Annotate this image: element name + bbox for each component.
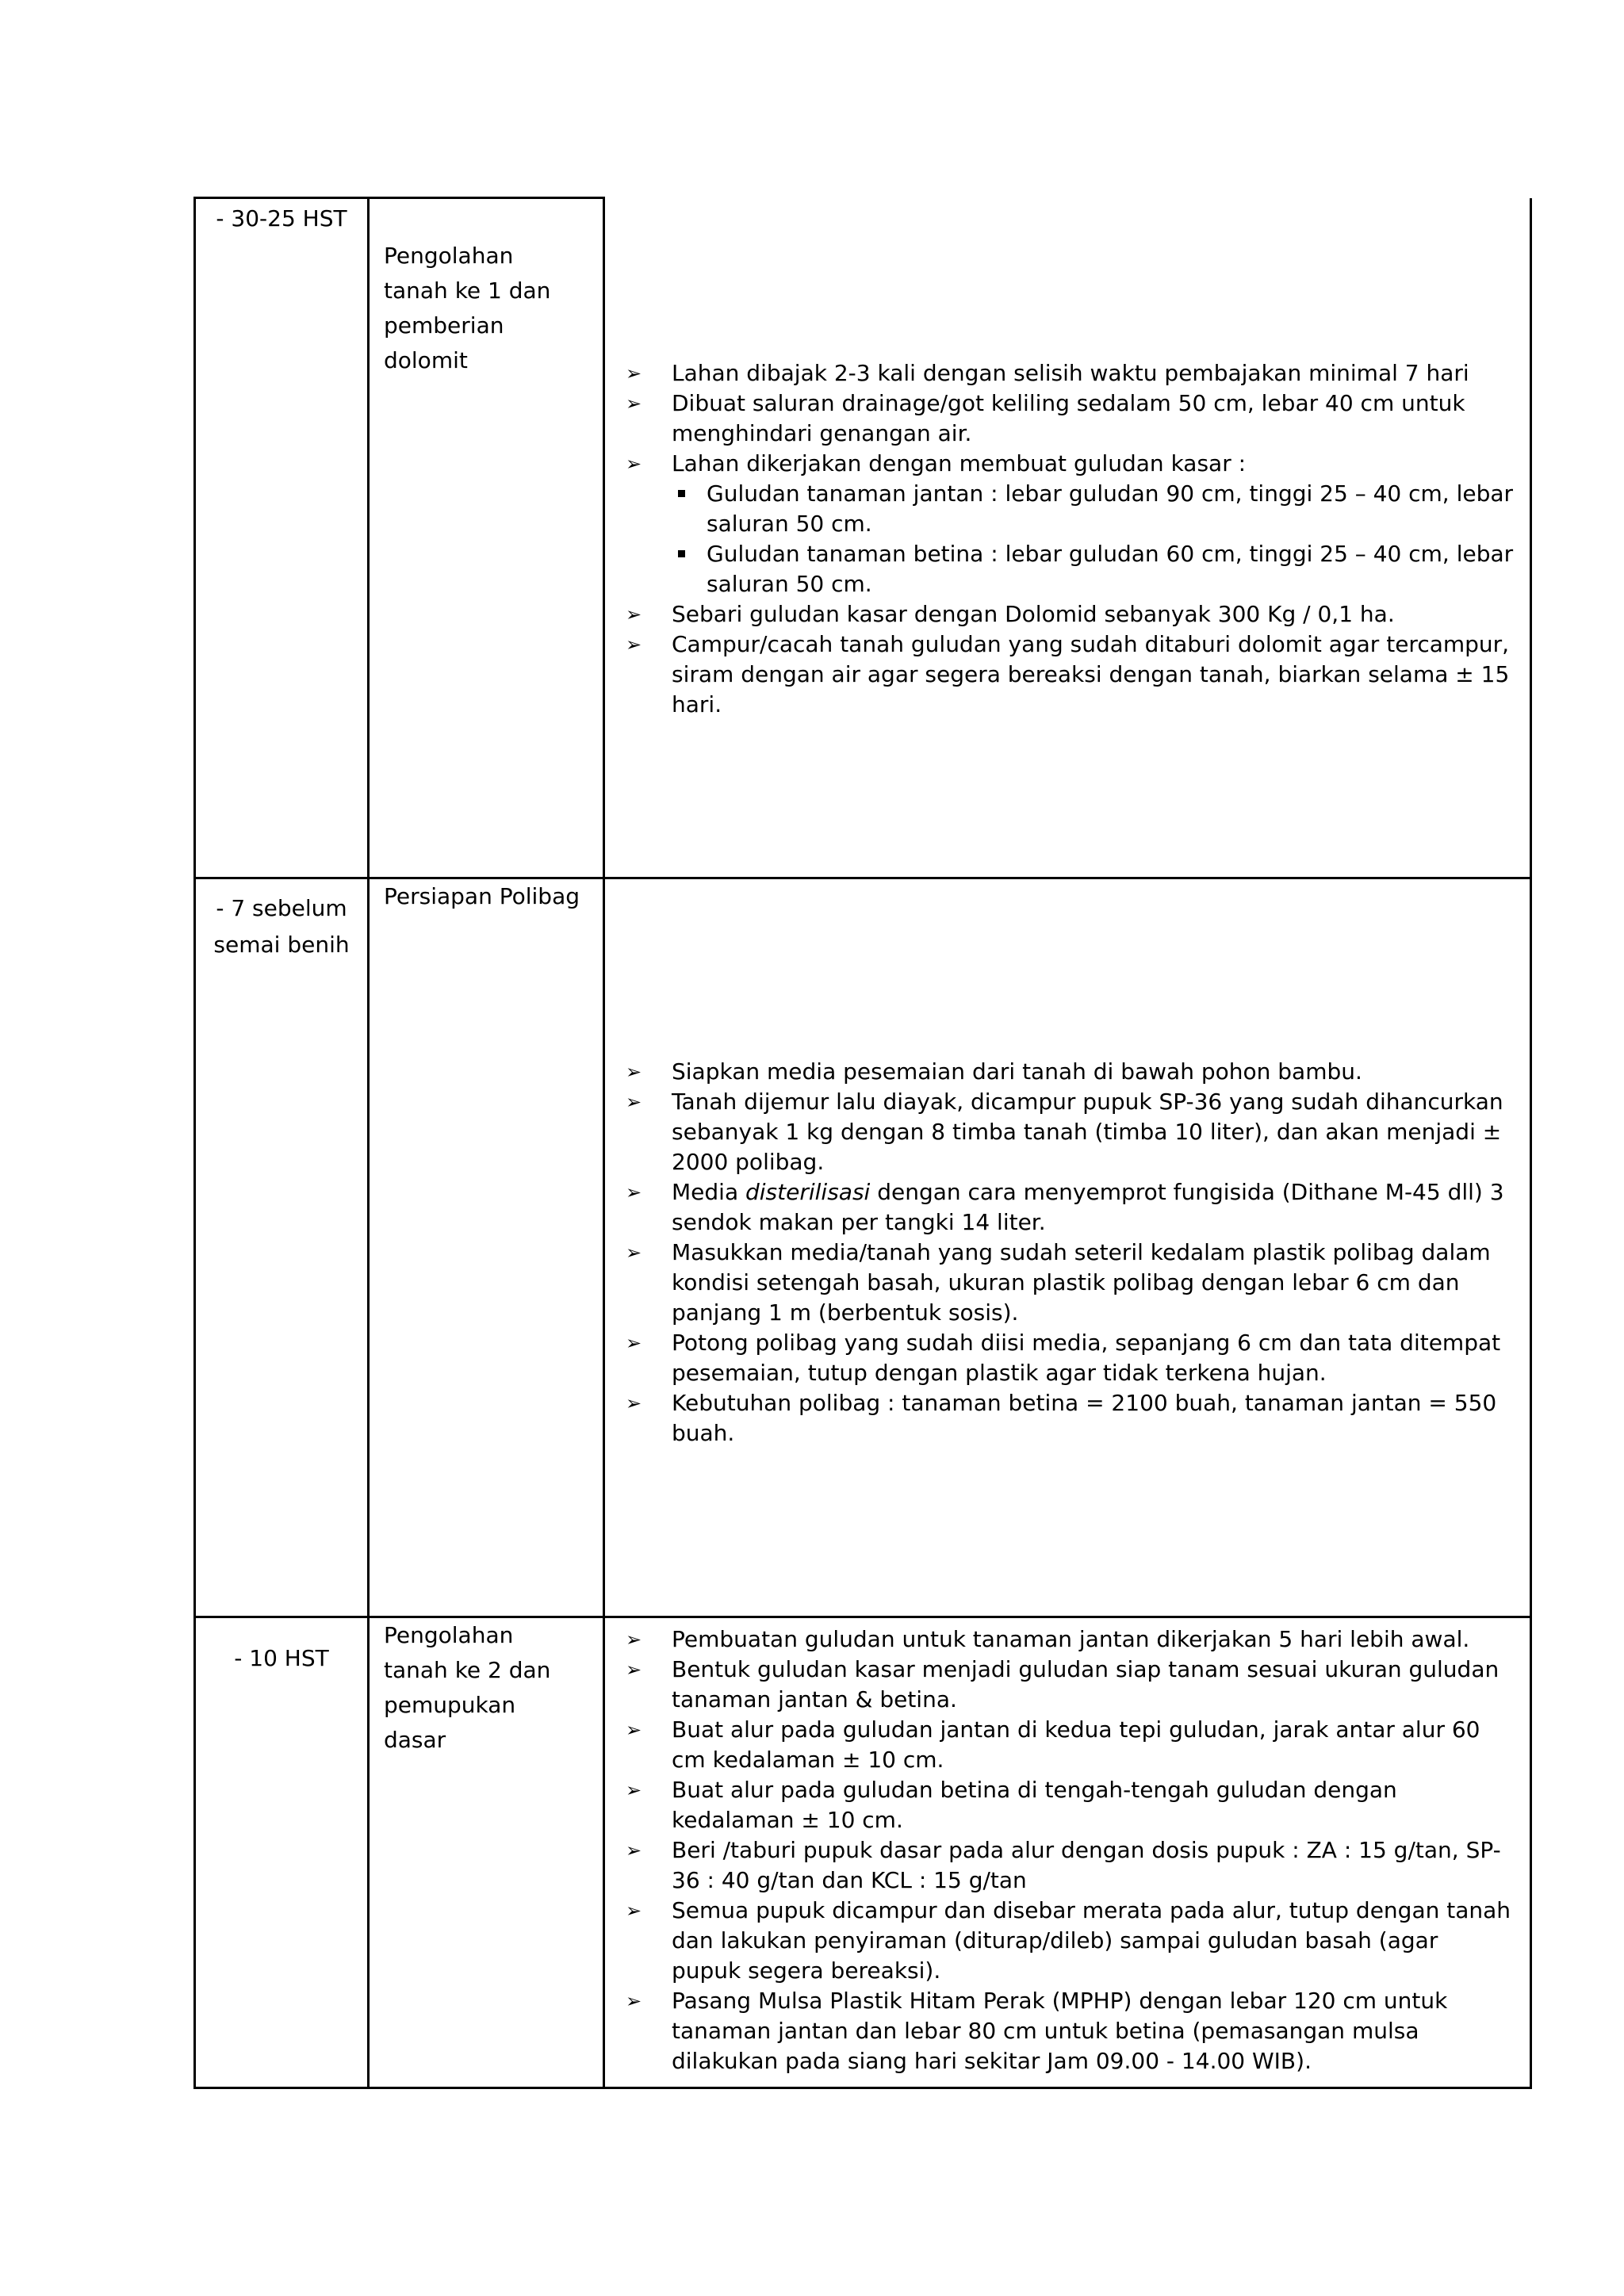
list-item: ➢ Dibuat saluran drainage/got keliling sedalam 50 cm, lebar 40 cm untuk menghindari genangan air.: [626, 389, 1465, 446]
square-bullet-icon: [678, 490, 685, 497]
table-row: [195, 1617, 1531, 2088]
detail-cell: [604, 1617, 1531, 2088]
list-item: ➢ Masukkan media/tanah yang sudah seteril kedalam plastik polibag dalam kondisi setengah basah, ukuran plastik polibag dengan lebar 6 cm dan panjang 1 m (berbentuk sosis).: [626, 1239, 1491, 1326]
list-item: ➢ Bentuk guludan kasar menjadi guludan siap tanam sesuai ukuran guludan tanaman jantan & betina.: [626, 1656, 1500, 1712]
arrow-bullet-icon: ➢: [626, 1659, 642, 1681]
list-item: ➢ Lahan dibajak 2-3 kali dengan selisih waktu pembajakan minimal 7 hari: [626, 358, 1514, 388]
activity-label: Persiapan Polibag: [384, 883, 580, 909]
activity-label: Pengolahan tanah ke 2 dan pemupukan dasar: [384, 1622, 551, 1753]
time-label: - 10 HST: [234, 1645, 329, 1671]
arrow-bullet-icon: ➢: [626, 1332, 642, 1354]
list-item: ➢ Potong polibag yang sudah diisi media, sepanjang 6 cm dan tata ditempat pesemaian, tutup dengan plastik agar tidak terkena hujan.: [626, 1330, 1501, 1386]
detail-list: [626, 1618, 1514, 2076]
list-item: ➢ Media disterilisasi dengan cara menyemprot fungisida (Dithane M-45 dll) 3 sendok makan per tangki 14 liter.: [626, 1179, 1504, 1235]
time-cell: [195, 1617, 369, 2088]
table-row: [195, 198, 1531, 878]
activity-cell: [369, 1617, 604, 2088]
time-cell: [195, 198, 369, 878]
arrow-bullet-icon: ➢: [626, 1091, 642, 1113]
arrow-bullet-icon: ➢: [626, 1628, 642, 1651]
list-item: ➢ Pembuatan guludan untuk tanaman jantan dikerjakan 5 hari lebih awal.: [626, 1624, 1514, 1655]
arrow-bullet-icon: ➢: [626, 1900, 642, 1922]
time-label: - 30-25 HST: [216, 205, 347, 232]
schedule-table: [193, 197, 1532, 2089]
list-item: ➢ Pasang Mulsa Plastik Hitam Perak (MPHP) dengan lebar 120 cm untuk tanaman jantan dan lebar 80 cm untuk betina (pemasangan mulsa dilakukan pada siang hari sekitar Jam 09.00 - 14.00 WIB).: [626, 1988, 1448, 2074]
list-item: ➢ Sebari guludan kasar dengan Dolomid sebanyak 300 Kg / 0,1 ha.: [626, 599, 1514, 629]
arrow-bullet-icon: ➢: [626, 362, 642, 385]
list-item: ➢ Beri /taburi pupuk dasar pada alur dengan dosis pupuk : ZA : 15 g/tan, SP-36 : 40 g/tan dan KCL : 15 g/tan: [626, 1837, 1501, 1893]
time-label: - 7 sebelum semai benih: [213, 895, 350, 958]
list-item: ➢ Buat alur pada guludan betina di tengah-tengah guludan dengan kedalaman ± 10 cm.: [626, 1777, 1397, 1833]
arrow-bullet-icon: ➢: [626, 1181, 642, 1203]
table-row: [195, 878, 1531, 1617]
arrow-bullet-icon: ➢: [626, 1242, 642, 1264]
detail-cell: [604, 198, 1531, 878]
activity-cell: [369, 198, 604, 878]
list-item: ➢ Lahan dikerjakan dengan membuat guludan kasar : Guludan tanaman jantan : lebar guludan 90 cm, tinggi 25 – 40 cm, lebar saluran 50 cm. Guludan tanaman betina : lebar guludan 60 cm, tinggi 25 – 40 cm, lebar saluran 50 cm.: [626, 449, 1514, 599]
time-cell: [195, 878, 369, 1617]
arrow-bullet-icon: ➢: [626, 1392, 642, 1414]
list-item: ➢ Buat alur pada guludan jantan di kedua tepi guludan, jarak antar alur 60 cm kedalaman ± 10 cm.: [626, 1716, 1480, 1773]
arrow-bullet-icon: ➢: [626, 452, 642, 475]
detail-list: [626, 879, 1514, 1448]
activity-label: Pengolahan tanah ke 1 dan pemberian dolomit: [384, 243, 551, 373]
arrow-bullet-icon: ➢: [626, 1990, 642, 2012]
arrow-bullet-icon: ➢: [626, 603, 642, 626]
list-item: ➢ Siapkan media pesemaian dari tanah di bawah pohon bambu.: [626, 1057, 1514, 1087]
list-item: ➢ Campur/cacah tanah guludan yang sudah ditaburi dolomit agar tercampur, siram dengan air agar segera bereaksi dengan tanah, biarkan selama ± 15 hari.: [626, 630, 1510, 718]
arrow-bullet-icon: ➢: [626, 633, 642, 656]
list-item: ➢ Semua pupuk dicampur dan disebar merata pada alur, tutup dengan tanah dan lakukan penyiraman (diturap/dileb) sampai guludan basah (agar pupuk segera bereaksi).: [626, 1897, 1511, 1984]
arrow-bullet-icon: ➢: [626, 1061, 642, 1083]
list-item: ➢ Tanah dijemur lalu diayak, dicampur pupuk SP-36 yang sudah dihancurkan sebanyak 1 kg dengan 8 timba tanah (timba 10 liter), dan akan menjadi ± 2000 polibag.: [626, 1089, 1503, 1175]
arrow-bullet-icon: ➢: [626, 392, 642, 415]
detail-list: [626, 198, 1514, 720]
arrow-bullet-icon: ➢: [626, 1779, 642, 1801]
detail-cell: [604, 878, 1531, 1617]
arrow-bullet-icon: ➢: [626, 1839, 642, 1862]
list-item: ➢ Kebutuhan polibag : tanaman betina = 2100 buah, tanaman jantan = 550 buah.: [626, 1390, 1497, 1446]
sub-list-item: Guludan tanaman betina : lebar guludan 60 cm, tinggi 25 – 40 cm, lebar saluran 50 cm.: [672, 539, 1514, 599]
sub-list-item: Guludan tanaman jantan : lebar guludan 90 cm, tinggi 25 – 40 cm, lebar saluran 50 cm.: [672, 479, 1514, 539]
arrow-bullet-icon: ➢: [626, 1719, 642, 1741]
activity-cell: [369, 878, 604, 1617]
sub-list: [672, 479, 1514, 599]
square-bullet-icon: [678, 550, 685, 557]
